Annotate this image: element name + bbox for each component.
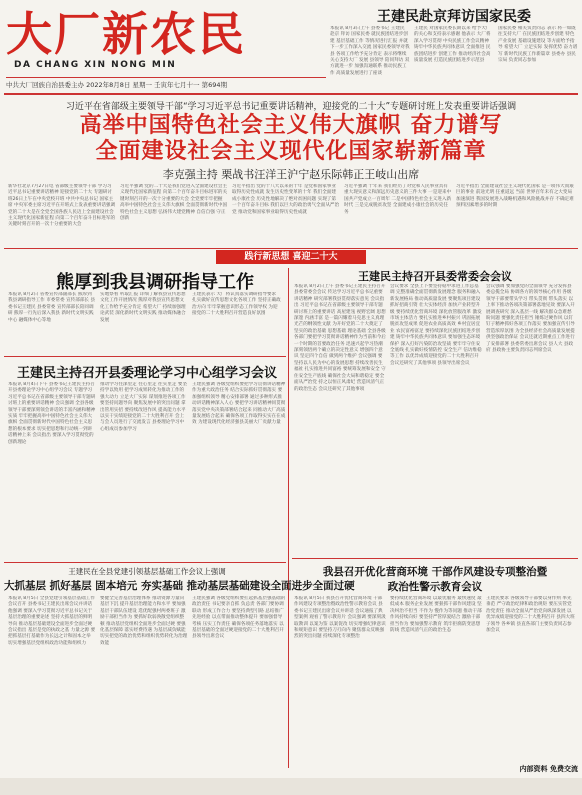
right-story-title: 王建民赴京拜访国家民委 <box>377 9 531 25</box>
campaign-story-title-line-2: 政治性警示教育会议 <box>387 581 483 593</box>
lead-story-body-col-1: 新华社北京7月27日电 省部级主要领导干部 学习习近平总书记重要讲话精神 迎接党的二十大 专题研讨班26日上午在中央党校开班 中共中央总书记 国家主席 中央军委主席习近平在开班式上发表重要讲话强调 党的二十大是在全党全国各族人民迈上全面建设社会主义现代化国家新征程 向第二个百年奋斗目标进军的关键时刻召开的一次十分重要的大会 <box>8 184 116 228</box>
conference-body-col-1: 本报讯 8月5日 全县党建引领基层基础工作会议召开 县委书记王建民出席会议并讲话 他强调 要深入学习贯彻习近平总书记关于基层治理的重要论述 坚持大抓基层的鲜明导向 推动基层基础建设全面进步全面过硬 会议指出 基层是党的执政之基 力量之源 要把抓基层打基础作为长远之计和固本之举 切实增强基层党组织政治功能和组织力 <box>8 596 96 646</box>
lead-story-kicker: 习近平在省部级主要领导干部“学习习近平总书记重要讲话精神，迎接党的二十大”专题研讨班上发表重要讲话强调 <box>65 102 517 112</box>
survey-story-title: 熊厚到我县调研指导工作 <box>56 272 254 293</box>
masthead-bottom-divider <box>4 93 578 95</box>
page-footer-strip <box>0 778 582 795</box>
lead-story-body-col-2: 习近平强调 党的二十大是我们党进入全面建设社会主义现代化国家新征程 向第二个百年奋斗目标进军的关键时刻召开的一次十分重要的大会 全党要牢牢把握 高举中国特色社会主义伟大旗帜 全面贯彻新时代中国特色社会主义思想 弘扬伟大建党精神 自信自强 守正创新 <box>120 184 228 222</box>
campaign-body-col-1: 本报讯 8月5日 我县召开优化营商环境 干部作风建设专项整治暨政治性警示教育会议 县委书记王建民出席会议并讲话 会议通报了典型案例 观看了警示教育片 会议强调 要深刻汲取教训 以案为鉴 以案促改 切实增强纪律意识和规矩意识 要坚持刀刃向内 聚焦群众反映强烈的突出问题 持续深化专项整治 <box>294 596 386 640</box>
column-divider <box>288 268 289 768</box>
meeting-story-title: 王建民主持召开县委常委会会议 <box>358 270 512 283</box>
meeting-story-body-col-1: 本报讯 8月2日上午 县委书记王建民主持召开县委常委会会议 传达学习习近平总书记重要讲话精神 研究部署我县贯彻落实意见 会议指出 习近平总书记在省部级主要领导干部专题研讨班上的重要讲话 高屋建瓴 视野宏阔 思想深邃 内涵丰富 是一篇闪耀着马克思主义真理光芒的纲领性文献 为开好党的二十大奠定了坚实的政治基础 思想基础 理论基础 全县各级各部门要把学习贯彻讲话精神作为当前和今后一个时期的首要政治任务 迅速兴起学习热潮 深刻领悟两个确立的决定性意义 增强四个意识 坚定四个自信 做到两个维护 会议强调 要坚持以人民为中心的发展思想 持续改善民生福祉 扎实推进共同富裕 要统筹发展和安全 守住安全生产底线 确保社会大局和谐稳定 要全面从严治党 持之以恒正风肃纪 营造风清气正的政治生态 会议还研究了其他事项 <box>294 284 386 392</box>
right-story-body-col-2: 王建民 对国家民委长期以来 给予大厂的关心和支持表示感谢 他表示 大厂将深入学习贯彻 中央民族工作会议精神 铸牢中华民族共同体意识 全面推进 民族团结进步 创建工作 推动经济社会高质量发展 打造民族团结进步示范县 <box>414 26 491 64</box>
meeting-story-body-col-3: 会议强调 要加强党的全面领导 充分发挥县委总揽全局 协调各方的领导核心作用 各级领导干部要带头学习 带头贯彻 带头落实 以上率下推动各项决策部署落地见效 要深入开展调查研究 深入基层一线 解决群众急难愁盼问题 要强化责任担当 锤炼过硬作风 以钉钉子精神抓好各项工作落实 要加强宣传引导 营造浓厚氛围 为全县经济社会高质量发展提供坚强政治保证 会议还就近期重点工作进行了安排部署 县委常委出席会议 县人大 县政府 县政协主要负责同志列席会议 <box>486 284 575 354</box>
campaign-body-col-3: 王建民要求 各级领导干部要以身作则 率先垂范 严守政治纪律和政治规矩 要压实管党治党责任 推动全面从严治党向纵深发展 以优异成绩迎接党的二十大胜利召开 县四大班子领导 各乡镇 县直各部门主要负责同志参加会议 <box>486 596 575 634</box>
survey-story-body-col-1: 本报讯 8月2日 省委宣传部副部长 熊厚到我县调研指导工作 市委常委 宣传部部长 县委书记王建民 县委常委 宣传部部长陪同调研 熊厚一行先后深入我县 新时代文明实践中心 融媒体中心等地 <box>8 292 96 323</box>
survey-story-body-col-2: 实地察看 听取汇报 详细了解我县宣传思想文化工作开展情况 熊厚对我县宣传思想文化工作给予充分肯定 希望大厂 持续加强理论武装 深化新时代文明实践 推动媒体融合发展 <box>100 292 186 323</box>
masthead-issue-info: 中共大厂回族自治县委主办 2022年8月8日 星期一 壬寅年七月十一 第694期 <box>6 81 227 89</box>
campaign-body-col-2: 要持续优化营商环境 以最优服务 最快速度 最低成本 服务企业发展 要狠抓干部作风建设 坚决纠治不担当 不作为 慢作为等问题 推动干部作风持续向好 要坚持严管厚爱结合 激励干部担当作为 要加强警示教育 筑牢拒腐防变思想防线 营造风清气正的政治生态 <box>390 596 482 634</box>
right-story-body-col-3: 国家民委 相关负责同志 表示 将一如既往支持大厂 在民族团结进步创建 特色产业发展 基础设施建设 等方面给予指导 希望大厂 立足实际 发挥优势 奋力谱写 新时代民族工作新篇章 县委办 县民宗局 负责同志参加 <box>498 26 578 64</box>
story-divider-3 <box>292 558 578 559</box>
campaign-story-title-line-1: 我县召开优化营商环境 干部作风建设专项整治暨 <box>322 566 548 578</box>
study-group-body-col-3: 王建民强调 各级党组织要把学习贯彻讲话精神作为重大政治任务 结合实际抓好贯彻落实 要加强组织领导 精心安排部署 通过多种形式推动讲话精神深入人心 要把学习讲话精神同贯彻落实党中央决策部署结合起来 同推动大厂高质量发展结合起来 确保各项工作取得实实在在成效 为建设现代化经济强县美丽大厂贡献力量 <box>192 382 286 426</box>
study-group-story-title: 王建民主持召开县委理论学习中心组学习会议 <box>16 366 277 381</box>
footer-note: 内部资料 免费交流 <box>519 764 578 773</box>
lead-story-body-col-4: 习近平强调 十年来 我们经历了对党和人民事业具有重大现实意义和深远历史意义的三件大事 一是迎来中国共产党成立一百周年 二是中国特色社会主义进入新时代 三是完成脱贫攻坚 全面建成小康社会的历史任务 <box>344 184 452 215</box>
lead-story-attendees: 李克强主持 栗战书汪洋王沪宁赵乐际韩正王岐山出席 <box>162 168 420 181</box>
section-divider <box>4 248 578 249</box>
masthead-divider <box>6 77 326 78</box>
conference-story-title: 大抓基层 抓好基层 固本培元 夯实基础 推动基层基础建设全面进步全面过硬 <box>4 580 355 592</box>
feature-banner: 践行新思想 喜迎二十大 <box>216 250 366 264</box>
conference-story-subtitle: 王建民在全县党建引领基层基础工作会议上强调 <box>68 567 226 576</box>
lead-story-headline-line-2: 全面建设社会主义现代化国家崭新篇章 <box>95 138 487 164</box>
story-divider <box>4 356 286 357</box>
masthead-pinyin: DA CHANG XIN NONG MIN <box>14 60 177 70</box>
lead-story-body-col-3: 习近平指出 党的十八大以来的十年 是党和国家事业取得历史性成就 发生历史性变革的十年 我们全面建成小康社会 历史性地解决了绝对贫困问题 实现了第一个百年奋斗目标 我们以巨大的政治勇气全面从严治党 推动党和国家事业取得历史性成就 <box>232 184 340 215</box>
newspaper-masthead-title: 大厂新农民 <box>6 7 246 61</box>
study-group-body-col-1: 本报讯 8月4日下午 县委书记王建民主持召开县委理论学习中心组学习会议 专题学习习近平总书记在省部级主要领导干部专题研讨班上的重要讲话精神 会议强调 全县各级领导干部要深刻领会讲话的丰富内涵和精神实质 牢牢把握高举中国特色社会主义伟大旗帜 全面贯彻新时代中国特色社会主义思想的根本要求 切实把思想和行动统一到讲话精神上来 会议指出 要深入学习贯彻党的创新理论 <box>8 382 96 445</box>
study-group-body-col-2: 推动学习往深里走 往心里走 往实里走 要坚持学以致用 把学习成果转化为推动工作的强大动力 立足大厂实际 谋划推进各项工作 要坚持问题导向 聚焦发展中的突出问题 拿出管用实招 要持续改进作风 提高能力水平 以实干实绩迎接党的二十大胜利召开 会上 与会人员进行了交流发言 县委理论学习中心组成员参加学习 <box>100 382 188 432</box>
lead-story-headline-line-1: 高举中国特色社会主义伟大旗帜 奋力谱写 <box>79 112 503 138</box>
right-story-body-col-1: 本报讯 8月3日上午 县委书记 王建民 赴京 拜访 国家民委 就民族团结进步创建 基层基础工作 等情况进行汇报 并就下一步工作深入交流 国家民委领导对我县 各项工作给予充分肯定 表示将继续关心支持大厂 发展 县领导 陪同拜访 双方就进一步 加强沟通联系 推动民族工作 高质量发展进行了座谈 <box>330 26 410 76</box>
conference-body-col-3: 王建民强调 各级党组织要扛起抓基层强基础的政治责任 书记要亲自抓 负总责 各部门要协调联动 形成工作合力 要坚持典型引路 总结推广先进经验 以点带面推动整体提升 要加强督导考核 压实工作责任 确保各项任务落地落实 以基层基础的全面过硬迎接党的二十大胜利召开 县领导出席会议 <box>192 596 286 640</box>
survey-story-body-col-3: 王建民表示 大厂将认真落实调研指导要求 扎实做好宣传思想文化各项工作 坚持正确政治方向 牢牢掌握意识形态工作领导权 为迎接党的二十大胜利召开营造良好氛围 <box>192 292 281 317</box>
meeting-story-body-col-2: 会议要求 全县上下要坚持稳中求进工作总基调 完整准确全面贯彻新发展理念 服务和融入新发展格局 推动高质量发展 要聚焦项目建设 抓好招商引资 壮大实体经济 加快产业转型升级 要持续优化营商环境 深化放管服改革 激发市场主体活力 要扎实推进乡村振兴 巩固拓展脱贫攻坚成果 促进农业高质高效 乡村宜居宜业 农民富裕富足 要持续深化民族团结进步创建 铸牢中华民族共同体意识 要加强生态环境保护 深入打好污染防治攻坚战 要牢牢守住安全底线 扎实做好疫情防控 安全生产 信访维稳等工作 以优异成绩迎接党的二十大胜利召开 会议还研究了其他事项 县领导出席会议 <box>390 284 482 366</box>
lead-story-body-col-5: 习近平指出 全面建设社会主义现代化国家 是一项伟大而艰巨的事业 前途光明 任重道远 当前 世界百年未有之大变局加速演进 我国发展进入战略机遇和风险挑战并存 不确定难预料因素增多的时期 <box>456 184 574 209</box>
story-divider-2 <box>4 562 286 563</box>
conference-body-col-2: 要健全完善基层治理体系 推动资源力量向基层下沉 提升基层治理能力和水平 要加强基层干部队伍建设 选优配强村两委班子 激励干部担当作为 要抓好软弱涣散党组织整顿 推动基层党组织全面进步全面过硬 要强化基层保障 落实经费待遇 为基层减负赋能 切实把党的政治优势和组织优势转化为治理效能 <box>100 596 188 646</box>
